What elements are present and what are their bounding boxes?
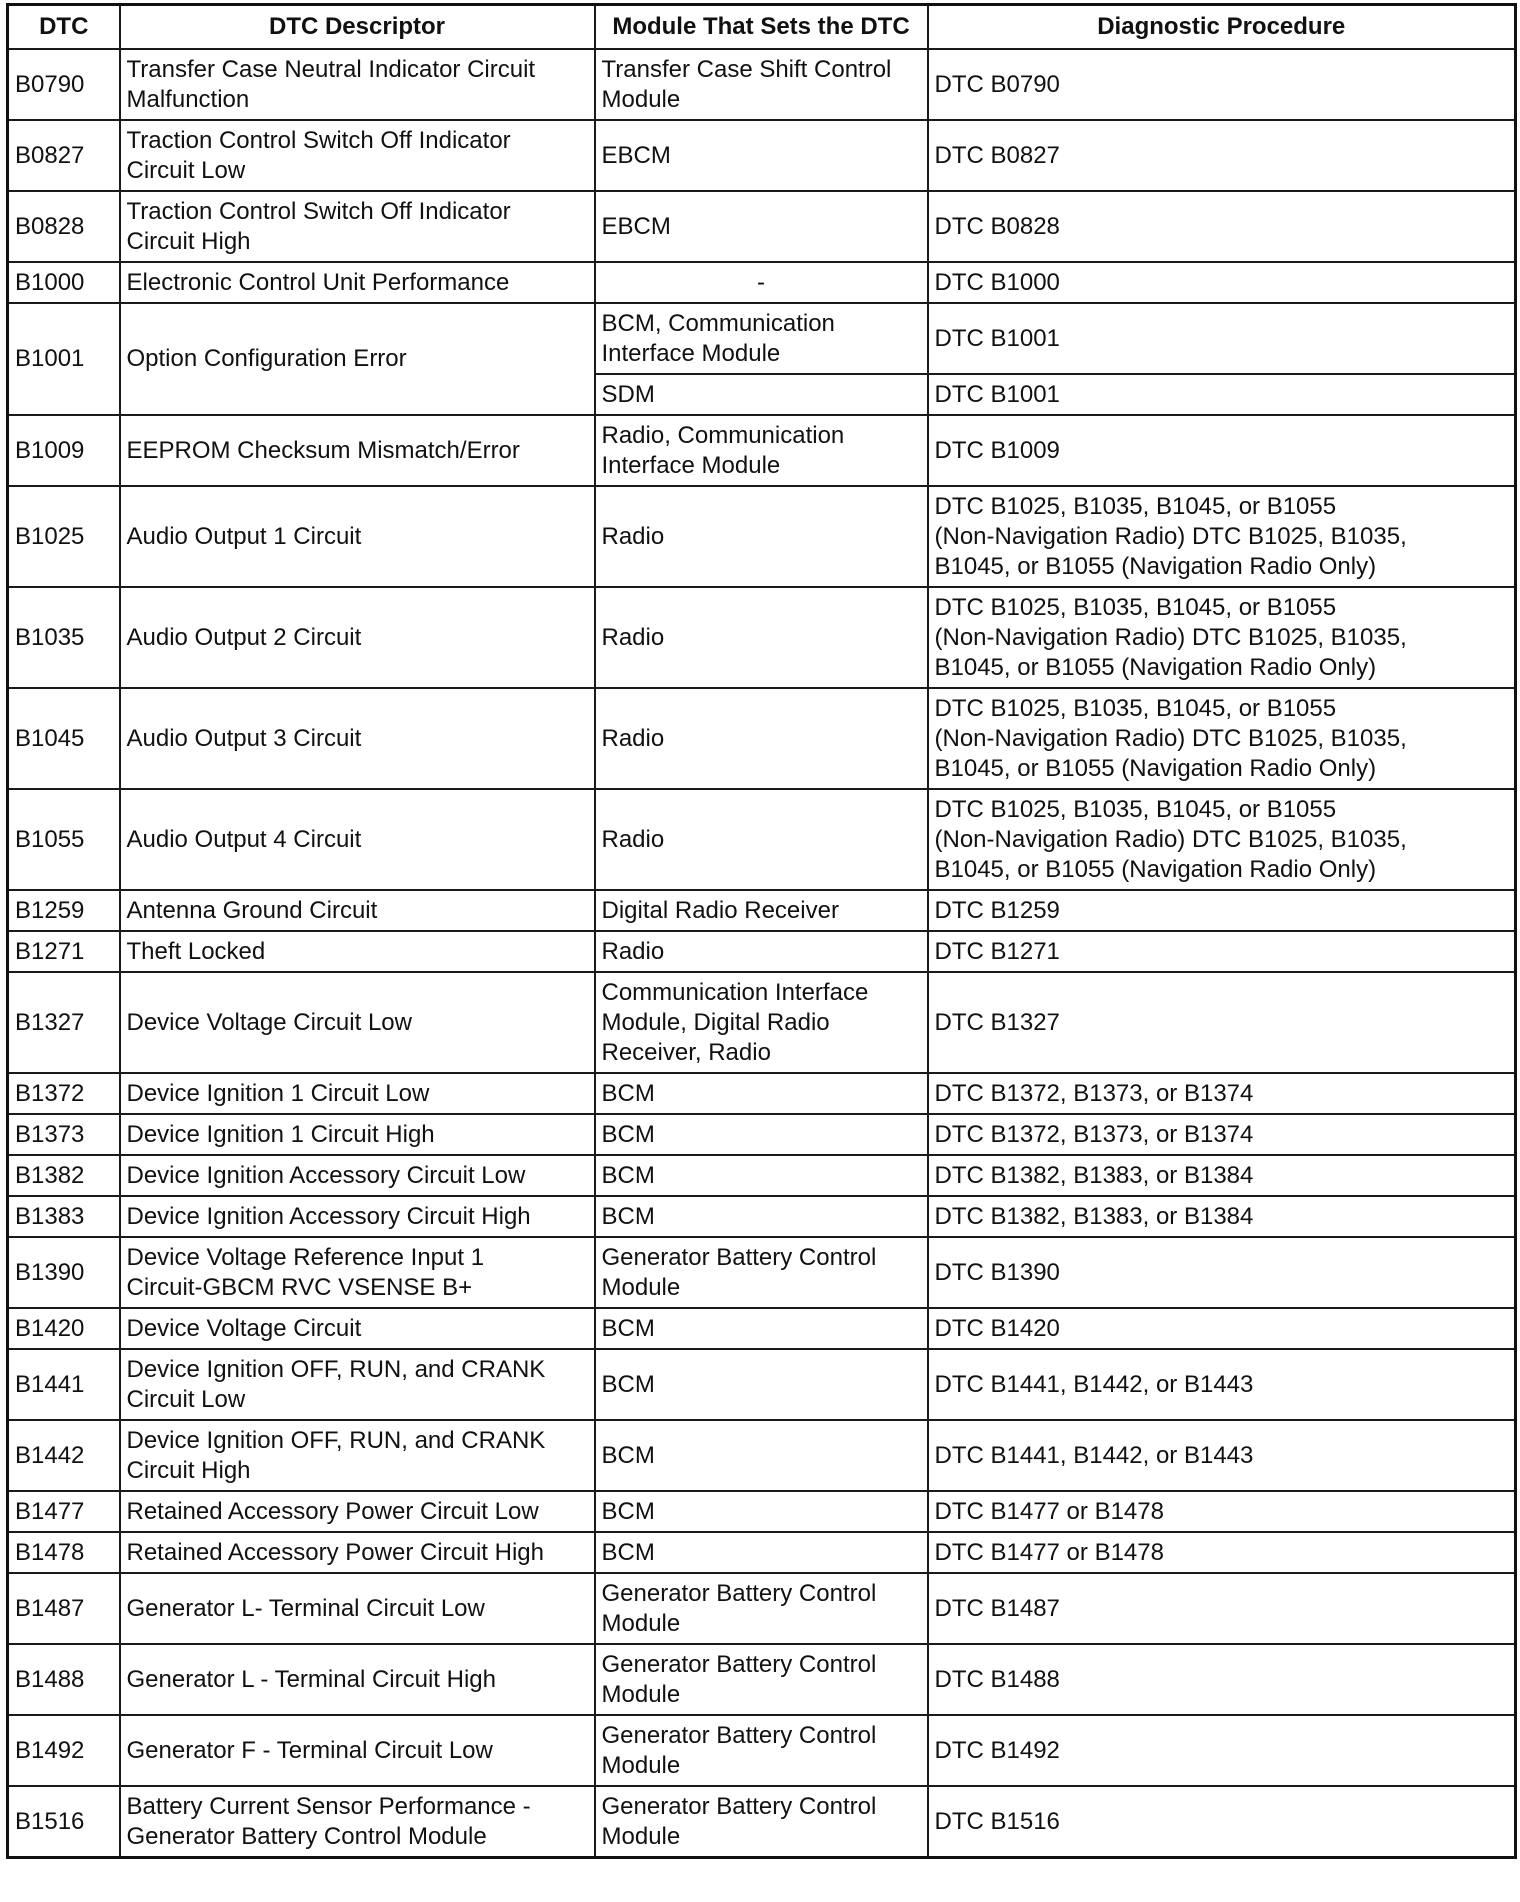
- dtc-module: Generator Battery Control Module: [595, 1237, 928, 1308]
- dtc-descriptor: Traction Control Switch Off Indicator Circuit Low: [120, 120, 595, 191]
- dtc-code: B1327: [8, 972, 120, 1073]
- dtc-module: Radio: [595, 789, 928, 890]
- dtc-module: SDM: [595, 374, 928, 415]
- table-row: [8, 1532, 1516, 1573]
- diagnostic-procedure: DTC B1259: [928, 890, 1516, 931]
- dtc-module: Generator Battery Control Module: [595, 1786, 928, 1858]
- diagnostic-procedure: DTC B1420: [928, 1308, 1516, 1349]
- dtc-descriptor: Generator L - Terminal Circuit High: [120, 1644, 595, 1715]
- header-module: Module That Sets the DTC: [595, 5, 928, 50]
- diagnostic-procedure: DTC B1487: [928, 1573, 1516, 1644]
- table-row: [8, 1237, 1516, 1308]
- dtc-code: B1420: [8, 1308, 120, 1349]
- dtc-module: BCM: [595, 1532, 928, 1573]
- dtc-code: B1035: [8, 587, 120, 688]
- dtc-module: Radio: [595, 486, 928, 587]
- dtc-descriptor: Antenna Ground Circuit: [120, 890, 595, 931]
- dtc-code: B1000: [8, 262, 120, 303]
- dtc-module: BCM: [595, 1196, 928, 1237]
- dtc-descriptor: Device Voltage Circuit: [120, 1308, 595, 1349]
- dtc-code: B1009: [8, 415, 120, 486]
- dtc-descriptor: Audio Output 4 Circuit: [120, 789, 595, 890]
- table-row: [8, 1573, 1516, 1644]
- dtc-module: Digital Radio Receiver: [595, 890, 928, 931]
- dtc-code: B0828: [8, 191, 120, 262]
- dtc-module: Generator Battery Control Module: [595, 1573, 928, 1644]
- table-row: [8, 262, 1516, 303]
- dtc-module: Radio: [595, 587, 928, 688]
- dtc-code: B1441: [8, 1349, 120, 1420]
- table-row: [8, 49, 1516, 120]
- dtc-descriptor: Electronic Control Unit Performance: [120, 262, 595, 303]
- dtc-code: B1478: [8, 1532, 120, 1573]
- dtc-code: B1045: [8, 688, 120, 789]
- dtc-code: B1259: [8, 890, 120, 931]
- diagnostic-procedure: DTC B1382, B1383, or B1384: [928, 1155, 1516, 1196]
- dtc-code: B0790: [8, 49, 120, 120]
- dtc-descriptor: Device Ignition Accessory Circuit Low: [120, 1155, 595, 1196]
- dtc-module: BCM: [595, 1308, 928, 1349]
- diagnostic-procedure: DTC B1477 or B1478: [928, 1491, 1516, 1532]
- diagnostic-procedure: DTC B1382, B1383, or B1384: [928, 1196, 1516, 1237]
- table-row: [8, 1155, 1516, 1196]
- dtc-code: B0827: [8, 120, 120, 191]
- dtc-descriptor: Device Ignition OFF, RUN, and CRANK Circuit High: [120, 1420, 595, 1491]
- dtc-module: Radio, Communication Interface Module: [595, 415, 928, 486]
- table-row: [8, 1786, 1516, 1858]
- dtc-code: B1383: [8, 1196, 120, 1237]
- diagnostic-procedure: DTC B1025, B1035, B1045, or B1055 (Non-Navigation Radio) DTC B1025, B1035, B1045, or B1055 (Navigation Radio Only): [928, 688, 1516, 789]
- dtc-descriptor: Audio Output 3 Circuit: [120, 688, 595, 789]
- dtc-module: EBCM: [595, 191, 928, 262]
- dtc-code: B1001: [8, 303, 120, 415]
- diagnostic-procedure: DTC B1372, B1373, or B1374: [928, 1114, 1516, 1155]
- table-row: [8, 587, 1516, 688]
- table-row: [8, 415, 1516, 486]
- diagnostic-procedure: DTC B1516: [928, 1786, 1516, 1858]
- dtc-code: B1442: [8, 1420, 120, 1491]
- diagnostic-procedure: DTC B1327: [928, 972, 1516, 1073]
- diagnostic-procedure: DTC B1025, B1035, B1045, or B1055 (Non-Navigation Radio) DTC B1025, B1035, B1045, or B1055 (Navigation Radio Only): [928, 486, 1516, 587]
- diagnostic-procedure: DTC B1001: [928, 374, 1516, 415]
- dtc-descriptor: Device Ignition 1 Circuit High: [120, 1114, 595, 1155]
- dtc-descriptor: Device Voltage Reference Input 1 Circuit-GBCM RVC VSENSE B+: [120, 1237, 595, 1308]
- table-row: [8, 1420, 1516, 1491]
- dtc-code: B1373: [8, 1114, 120, 1155]
- dtc-code: B1372: [8, 1073, 120, 1114]
- dtc-descriptor: Retained Accessory Power Circuit High: [120, 1532, 595, 1573]
- diagnostic-procedure: DTC B0827: [928, 120, 1516, 191]
- dtc-code: B1477: [8, 1491, 120, 1532]
- diagnostic-procedure: DTC B1492: [928, 1715, 1516, 1786]
- table-row: [8, 1715, 1516, 1786]
- dtc-code: B1055: [8, 789, 120, 890]
- diagnostic-procedure: DTC B1477 or B1478: [928, 1532, 1516, 1573]
- diagnostic-procedure: DTC B1009: [928, 415, 1516, 486]
- table-row: [8, 1196, 1516, 1237]
- dtc-code: B1382: [8, 1155, 120, 1196]
- table-row: [8, 789, 1516, 890]
- dtc-code: B1488: [8, 1644, 120, 1715]
- diagnostic-procedure: DTC B0790: [928, 49, 1516, 120]
- table-row: [8, 1114, 1516, 1155]
- dtc-descriptor: Theft Locked: [120, 931, 595, 972]
- dtc-module: BCM: [595, 1114, 928, 1155]
- dtc-descriptor: Generator L- Terminal Circuit Low: [120, 1573, 595, 1644]
- dtc-module: BCM: [595, 1349, 928, 1420]
- dtc-module: BCM: [595, 1491, 928, 1532]
- table-row: [8, 931, 1516, 972]
- dtc-code: B1025: [8, 486, 120, 587]
- dtc-descriptor: Device Ignition OFF, RUN, and CRANK Circuit Low: [120, 1349, 595, 1420]
- diagnostic-procedure: DTC B1025, B1035, B1045, or B1055 (Non-Navigation Radio) DTC B1025, B1035, B1045, or B1055 (Navigation Radio Only): [928, 587, 1516, 688]
- dtc-code: B1516: [8, 1786, 120, 1858]
- dtc-descriptor: Battery Current Sensor Performance - Generator Battery Control Module: [120, 1786, 595, 1858]
- table-row: [8, 1491, 1516, 1532]
- dtc-descriptor: Audio Output 1 Circuit: [120, 486, 595, 587]
- dtc-module: Communication Interface Module, Digital Radio Receiver, Radio: [595, 972, 928, 1073]
- dtc-descriptor: Device Ignition 1 Circuit Low: [120, 1073, 595, 1114]
- dtc-descriptor: Option Configuration Error: [120, 303, 595, 415]
- dtc-code: B1492: [8, 1715, 120, 1786]
- diagnostic-procedure: DTC B1441, B1442, or B1443: [928, 1420, 1516, 1491]
- diagnostic-procedure: DTC B0828: [928, 191, 1516, 262]
- dtc-descriptor: Retained Accessory Power Circuit Low: [120, 1491, 595, 1532]
- dtc-module: BCM: [595, 1420, 928, 1491]
- dtc-descriptor: Generator F - Terminal Circuit Low: [120, 1715, 595, 1786]
- dtc-descriptor: EEPROM Checksum Mismatch/Error: [120, 415, 595, 486]
- table-row: [8, 1644, 1516, 1715]
- dtc-descriptor: Device Voltage Circuit Low: [120, 972, 595, 1073]
- dtc-module: Transfer Case Shift Control Module: [595, 49, 928, 120]
- dtc-table: [6, 3, 1517, 1859]
- dtc-module: Radio: [595, 931, 928, 972]
- diagnostic-procedure: DTC B1000: [928, 262, 1516, 303]
- dtc-module: BCM, Communication Interface Module: [595, 303, 928, 374]
- diagnostic-procedure: DTC B1001: [928, 303, 1516, 374]
- dtc-module: Radio: [595, 688, 928, 789]
- header-descriptor: DTC Descriptor: [120, 5, 595, 50]
- table-row: [8, 1349, 1516, 1420]
- diagnostic-procedure: DTC B1390: [928, 1237, 1516, 1308]
- diagnostic-procedure: DTC B1441, B1442, or B1443: [928, 1349, 1516, 1420]
- header-row: [8, 5, 1516, 50]
- dtc-module: EBCM: [595, 120, 928, 191]
- dtc-descriptor: Device Ignition Accessory Circuit High: [120, 1196, 595, 1237]
- table-row: [8, 191, 1516, 262]
- dtc-module: Generator Battery Control Module: [595, 1644, 928, 1715]
- diagnostic-procedure: DTC B1025, B1035, B1045, or B1055 (Non-Navigation Radio) DTC B1025, B1035, B1045, or B1055 (Navigation Radio Only): [928, 789, 1516, 890]
- table-row: [8, 688, 1516, 789]
- dtc-module: -: [595, 262, 928, 303]
- header-dtc: DTC: [8, 5, 120, 50]
- dtc-module: BCM: [595, 1155, 928, 1196]
- dtc-descriptor: Audio Output 2 Circuit: [120, 587, 595, 688]
- dtc-code: B1390: [8, 1237, 120, 1308]
- table-row: [8, 890, 1516, 931]
- dtc-code: B1271: [8, 931, 120, 972]
- dtc-descriptor: Transfer Case Neutral Indicator Circuit Malfunction: [120, 49, 595, 120]
- table-row: [8, 120, 1516, 191]
- dtc-code: B1487: [8, 1573, 120, 1644]
- diagnostic-procedure: DTC B1271: [928, 931, 1516, 972]
- header-procedure: Diagnostic Procedure: [928, 5, 1516, 50]
- diagnostic-procedure: DTC B1488: [928, 1644, 1516, 1715]
- dtc-descriptor: Traction Control Switch Off Indicator Circuit High: [120, 191, 595, 262]
- dtc-module: BCM: [595, 1073, 928, 1114]
- table-row: [8, 1073, 1516, 1114]
- table-row: [8, 303, 1516, 374]
- table-row: [8, 486, 1516, 587]
- diagnostic-procedure: DTC B1372, B1373, or B1374: [928, 1073, 1516, 1114]
- table-row: [8, 972, 1516, 1073]
- dtc-module: Generator Battery Control Module: [595, 1715, 928, 1786]
- table-row: [8, 1308, 1516, 1349]
